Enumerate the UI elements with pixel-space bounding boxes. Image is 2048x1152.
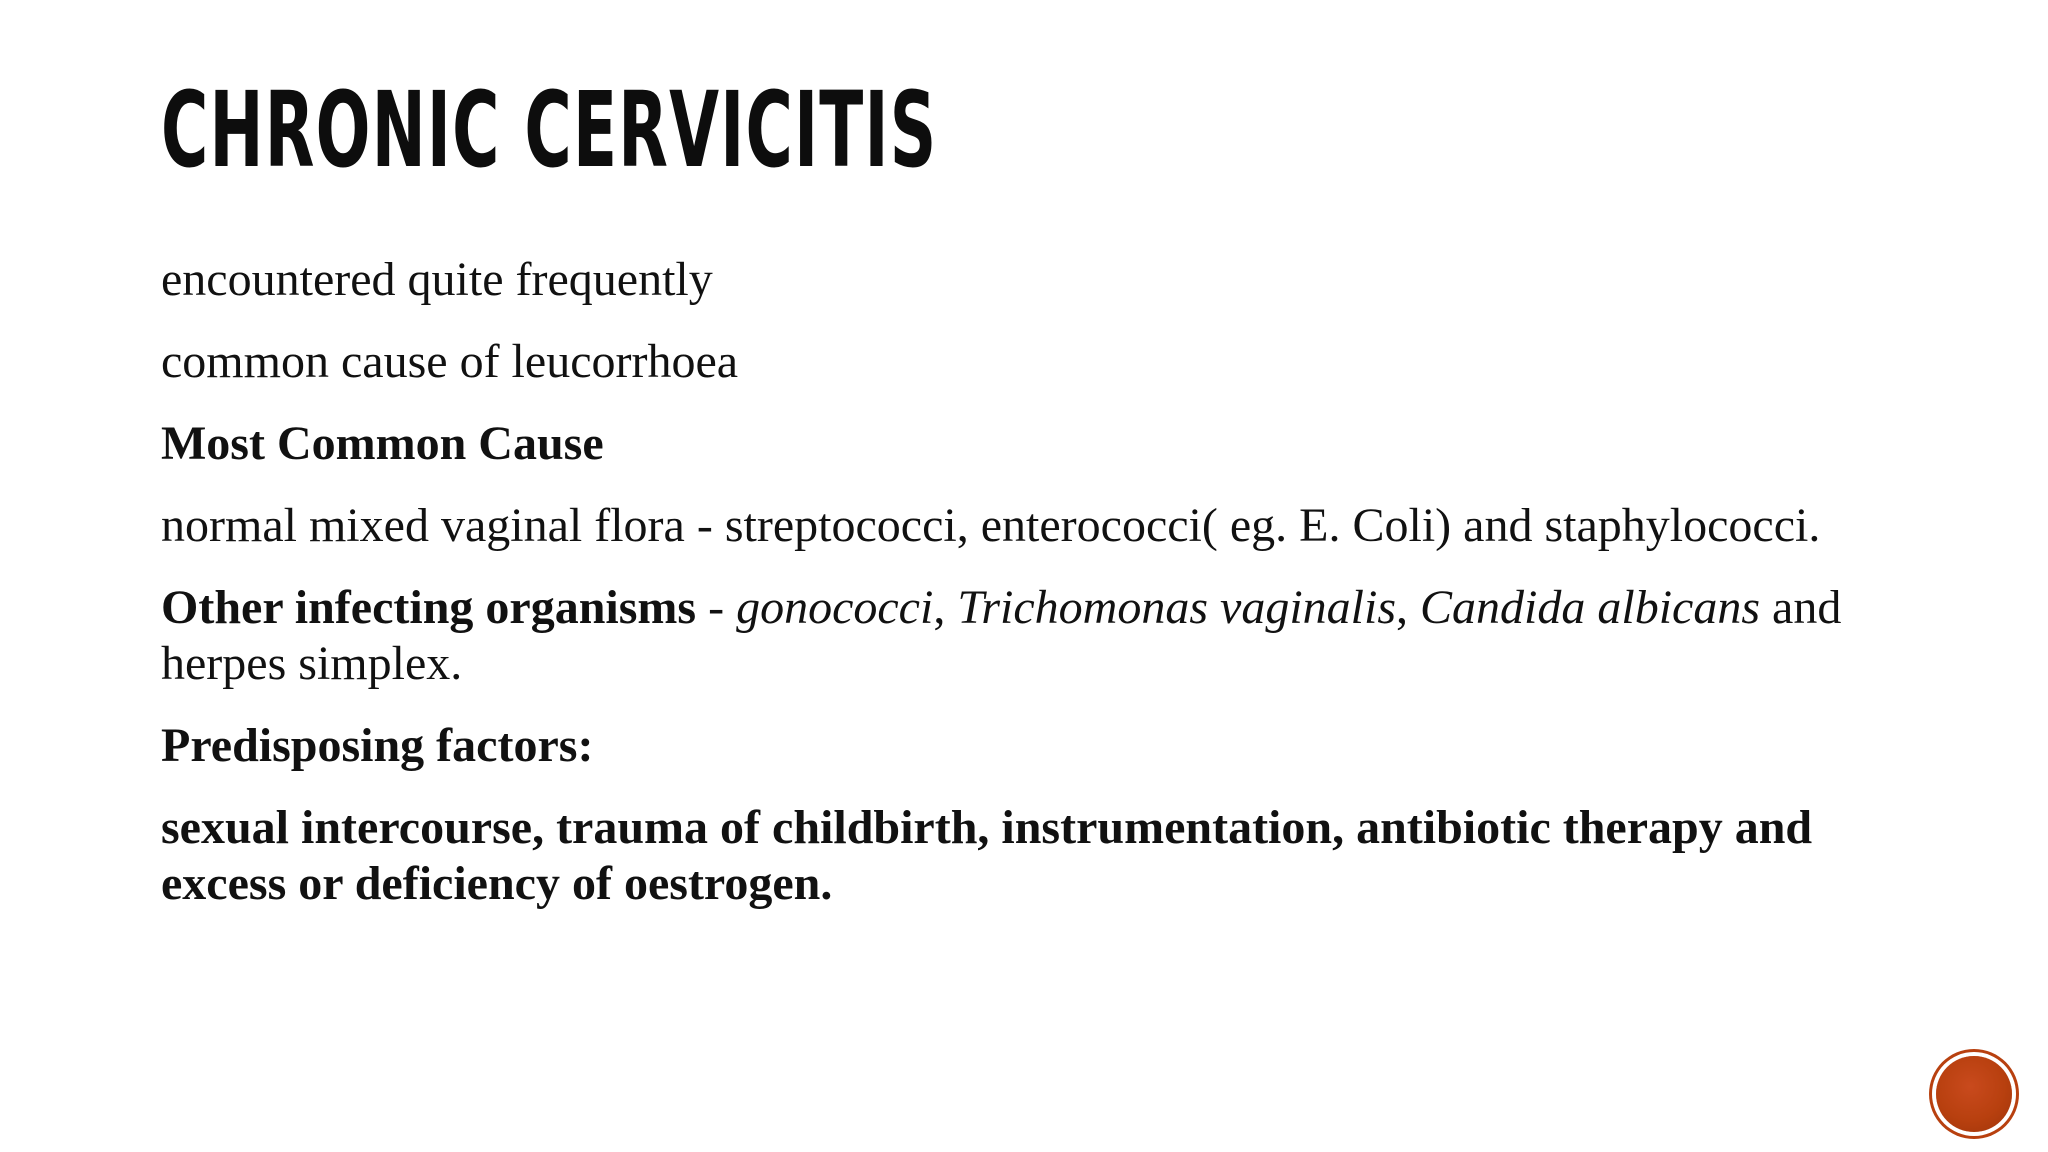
line-normal-flora: normal mixed vaginal flora - streptococci, enterococci( eg. E. Coli) and staphylococci. bbox=[161, 499, 1821, 552]
separator: - bbox=[696, 581, 737, 634]
organism-gonococci: gonococci bbox=[736, 581, 934, 634]
heading-most-common-cause: Most Common Cause bbox=[161, 417, 604, 470]
line-common-cause: common cause of leucorrhoea bbox=[161, 335, 739, 388]
line-predisposing-factors: sexual intercourse, trauma of childbirth, instrumentation, antibiotic therapy and excess or deficiency of oestrogen. bbox=[161, 801, 1813, 910]
organism-tail: and herpes simplex. bbox=[161, 581, 1842, 690]
organism-trichomonas: Trichomonas vaginalis bbox=[957, 581, 1397, 634]
line-encountered: encountered quite frequently bbox=[161, 253, 713, 306]
organism-candida: Candida albicans bbox=[1420, 581, 1761, 634]
orange-circle-icon bbox=[1936, 1056, 2012, 1132]
comma: , bbox=[933, 581, 958, 634]
comma: , bbox=[1396, 581, 1421, 634]
line-other-organisms bbox=[161, 580, 1911, 692]
slide-title: CHRONIC CERVICITIS bbox=[161, 69, 938, 191]
label-other-organisms: Other infecting organisms bbox=[161, 581, 697, 634]
heading-predisposing: Predisposing factors: bbox=[161, 719, 594, 772]
slide-body bbox=[161, 252, 1911, 938]
